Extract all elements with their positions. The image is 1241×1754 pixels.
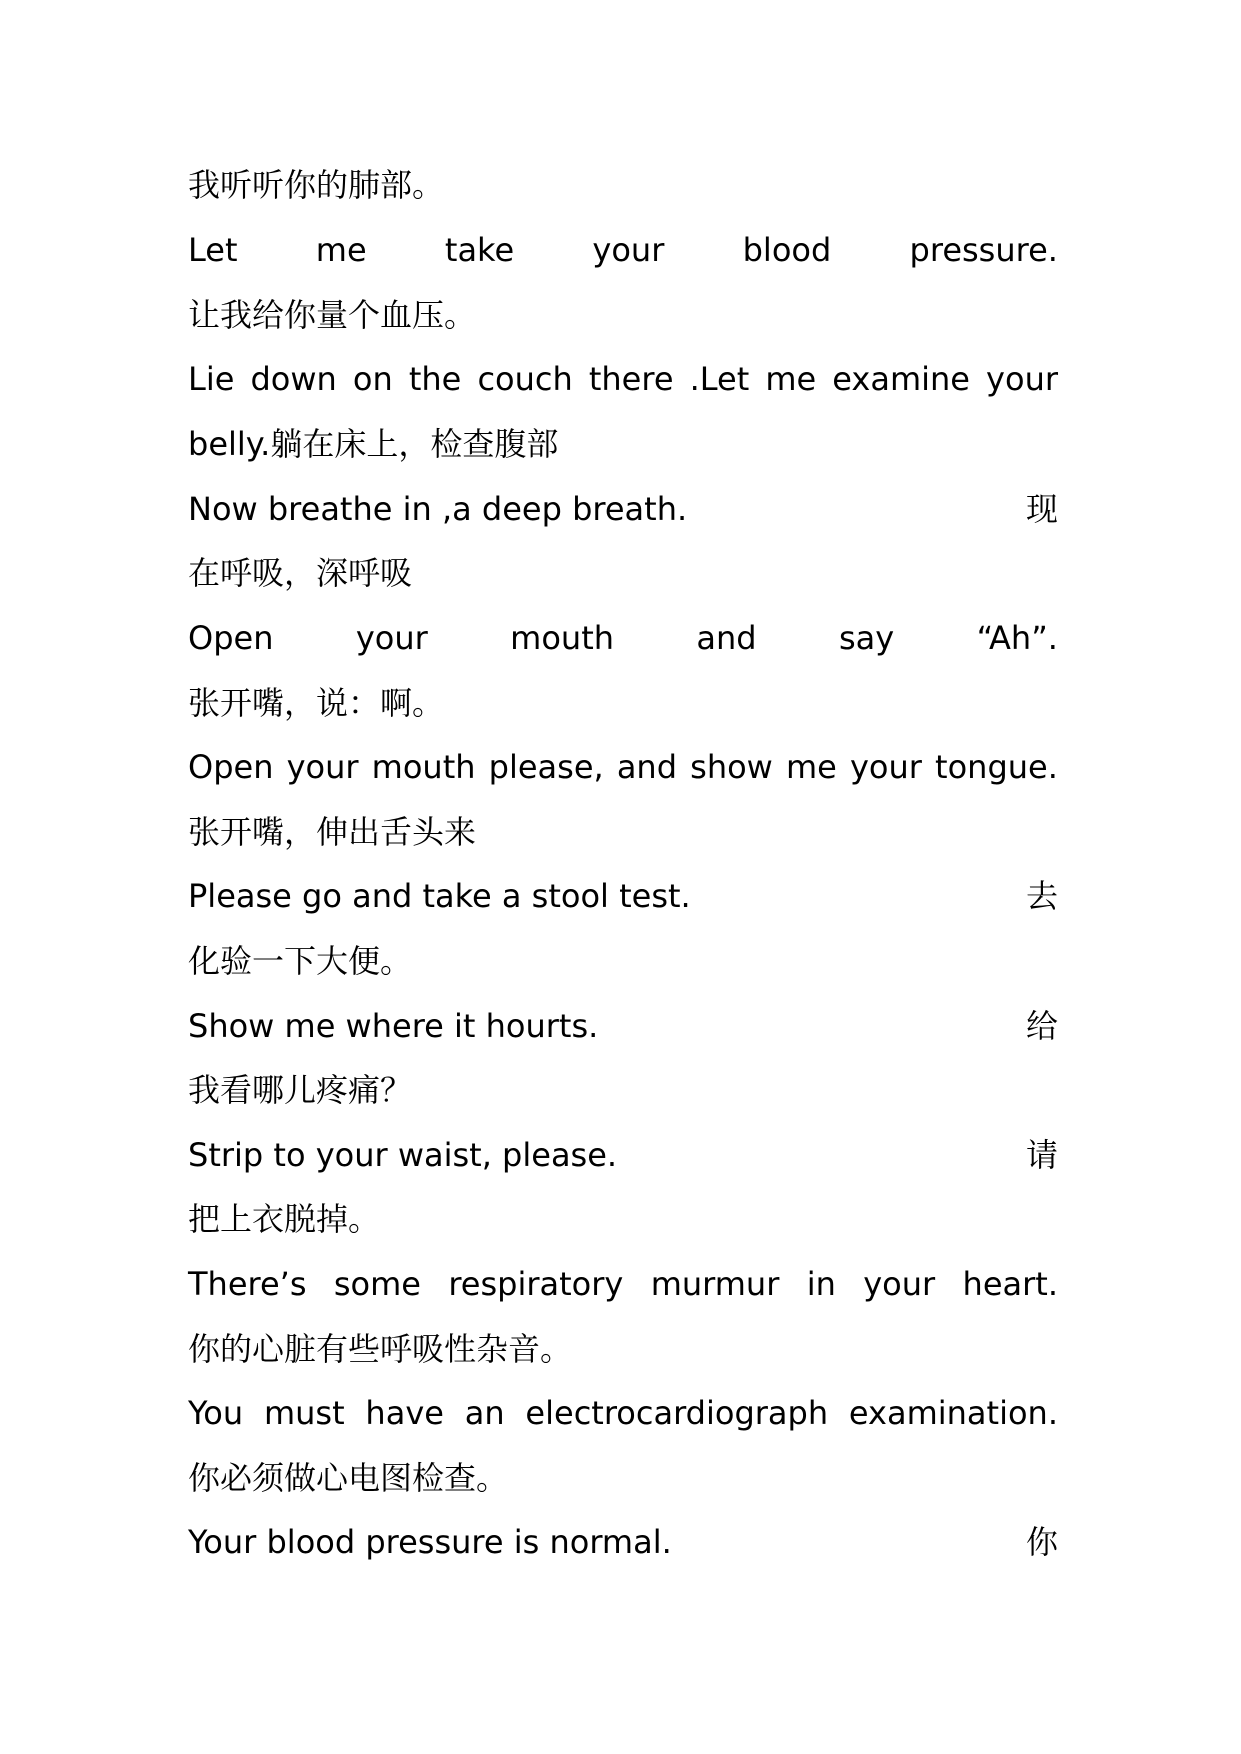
word: your: [849, 748, 922, 786]
word: say: [838, 619, 895, 657]
word: on: [352, 360, 393, 398]
word: your: [986, 360, 1058, 398]
word: electrocardiograph: [525, 1394, 829, 1432]
word: your: [863, 1265, 936, 1303]
line-text: Now breathe in ,a deep breath.: [188, 490, 688, 528]
word: me: [785, 748, 837, 786]
word: “Ah”.: [976, 619, 1058, 657]
text-line: [188, 615, 1058, 661]
word: blood: [742, 231, 832, 269]
word: must: [263, 1394, 345, 1432]
word: in: [806, 1265, 836, 1303]
text-line: [188, 1003, 1058, 1049]
text-line: 在呼吸，深呼吸: [188, 554, 413, 592]
text-line: 张开嘴，伸出舌头来: [188, 813, 477, 851]
word: and: [696, 619, 757, 657]
word: there: [588, 360, 674, 398]
text-line: [188, 227, 1058, 273]
word: down: [250, 360, 337, 398]
line-text: Please go and take a stool test.: [188, 877, 691, 915]
text-line: [188, 1519, 1058, 1565]
word: Open: [188, 748, 274, 786]
word: your: [355, 619, 428, 657]
word: pressure.: [909, 231, 1058, 269]
word: Lie: [188, 360, 235, 398]
line-trailing-char: 给: [1025, 1007, 1058, 1045]
text-line: [188, 1132, 1058, 1178]
word: examine: [832, 360, 970, 398]
word: some: [333, 1265, 421, 1303]
word: me: [765, 360, 817, 398]
text-line: 你的心脏有些呼吸性杂音。: [188, 1330, 573, 1368]
text-line: belly.躺在床上，检查腹部: [188, 425, 559, 463]
text-line: [188, 744, 1058, 790]
line-trailing-char: 现: [1025, 490, 1058, 528]
line-text: Show me where it hourts.: [188, 1007, 599, 1045]
line-trailing-char: 请: [1025, 1136, 1058, 1174]
text-line: 化验一下大便。: [188, 942, 413, 980]
text-line: 张开嘴，说：啊。: [188, 684, 445, 722]
word: the: [408, 360, 462, 398]
text-line: 我看哪儿疼痛？: [188, 1071, 413, 1109]
word: mouth: [371, 748, 476, 786]
word: heart.: [962, 1265, 1058, 1303]
word: Let: [188, 231, 238, 269]
word: your: [592, 231, 665, 269]
text-line: 你必须做心电图检查。: [188, 1459, 509, 1497]
word: murmur: [650, 1265, 780, 1303]
line-trailing-char: 你: [1025, 1523, 1058, 1561]
text-line: [188, 1261, 1058, 1307]
word: There’s: [188, 1265, 307, 1303]
word: an: [464, 1394, 505, 1432]
word: respiratory: [448, 1265, 624, 1303]
word: You: [188, 1394, 244, 1432]
text-line: [188, 356, 1058, 402]
text-line: 把上衣脱掉。: [188, 1200, 381, 1238]
text-line: 让我给你量个血压。: [188, 296, 477, 334]
word: take: [444, 231, 515, 269]
word: me: [315, 231, 367, 269]
word: show: [690, 748, 773, 786]
word: have: [365, 1394, 444, 1432]
word: couch: [477, 360, 573, 398]
line-text: Your blood pressure is normal.: [188, 1523, 672, 1561]
word: Open: [188, 619, 274, 657]
word: examination.: [848, 1394, 1058, 1432]
word: please,: [488, 748, 604, 786]
line-text: Strip to your waist, please.: [188, 1136, 618, 1174]
text-line: 我听听你的肺部。: [188, 166, 445, 204]
word: your: [286, 748, 359, 786]
line-trailing-char: 去: [1025, 877, 1058, 915]
word: and: [616, 748, 678, 786]
text-line: [188, 1390, 1058, 1436]
text-line: [188, 486, 1058, 532]
text-line: [188, 873, 1058, 919]
word: .Let: [689, 360, 750, 398]
word: tongue.: [935, 748, 1058, 786]
word: mouth: [510, 619, 615, 657]
